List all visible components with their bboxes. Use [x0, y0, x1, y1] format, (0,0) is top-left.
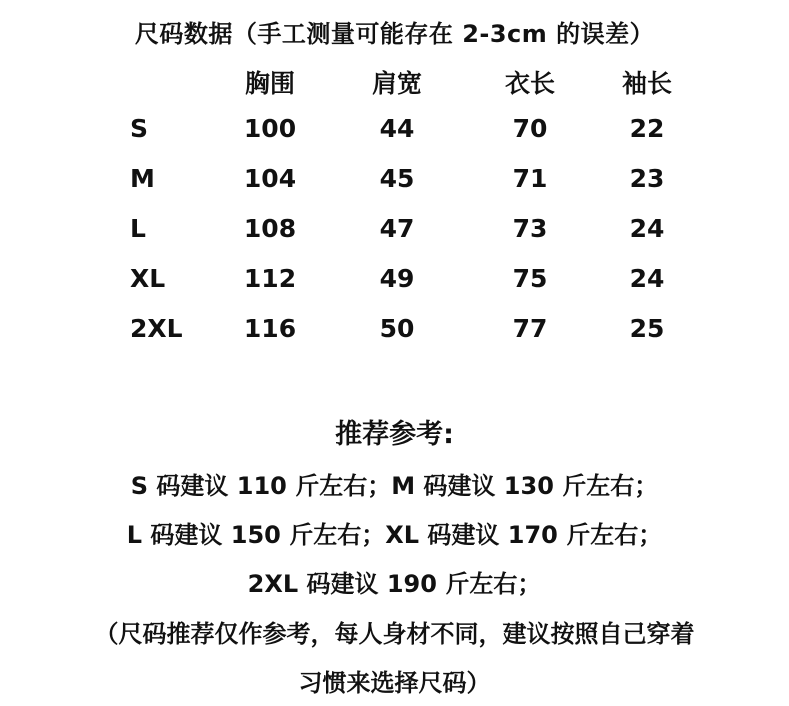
recommend-line: S 码建议 110 斤左右；M 码建议 130 斤左右；: [130, 472, 659, 500]
size-cell: S: [130, 114, 149, 143]
size-cell: L: [130, 214, 146, 243]
table-row: [0, 114, 789, 150]
sleeve-cell: 24: [629, 264, 665, 293]
recommend-line: L 码建议 150 斤左右；XL 码建议 170 斤左右；: [126, 521, 663, 549]
header-length: 衣长: [504, 69, 555, 98]
shoulder-cell: 45: [379, 164, 415, 193]
chest-cell: 108: [243, 214, 297, 243]
chest-cell: 104: [243, 164, 297, 193]
table-row: [0, 314, 789, 350]
header-chest: 胸围: [244, 69, 295, 98]
shoulder-cell: 49: [379, 264, 415, 293]
length-cell: 77: [512, 314, 548, 343]
size-cell: 2XL: [130, 314, 183, 343]
shoulder-cell: 47: [379, 214, 415, 243]
size-cell: XL: [130, 264, 166, 293]
table-row: [0, 264, 789, 300]
header-sleeve: 袖长: [621, 69, 672, 98]
table-row: [0, 164, 789, 200]
header-shoulder: 肩宽: [371, 69, 422, 98]
length-cell: 75: [512, 264, 548, 293]
recommend-note: （尺码推荐仅作参考，每人身材不同，建议按照自己穿着: [94, 620, 695, 648]
sleeve-cell: 24: [629, 214, 665, 243]
table-header: [0, 64, 789, 100]
recommend-note: 习惯来选择尺码）: [298, 669, 491, 697]
page-title: 尺码数据（手工测量可能存在 2-3cm 的误差）: [134, 20, 655, 48]
shoulder-cell: 50: [379, 314, 415, 343]
size-cell: M: [130, 164, 155, 193]
sleeve-cell: 25: [629, 314, 665, 343]
chest-cell: 112: [243, 264, 297, 293]
table-row: [0, 214, 789, 250]
chest-cell: 100: [243, 114, 297, 143]
chest-cell: 116: [243, 314, 297, 343]
recommend-line: 2XL 码建议 190 斤左右；: [247, 570, 542, 598]
recommend-title: 推荐参考:: [335, 419, 454, 450]
length-cell: 71: [512, 164, 548, 193]
length-cell: 73: [512, 214, 548, 243]
sleeve-cell: 23: [629, 164, 665, 193]
length-cell: 70: [512, 114, 548, 143]
sleeve-cell: 22: [629, 114, 665, 143]
shoulder-cell: 44: [379, 114, 415, 143]
